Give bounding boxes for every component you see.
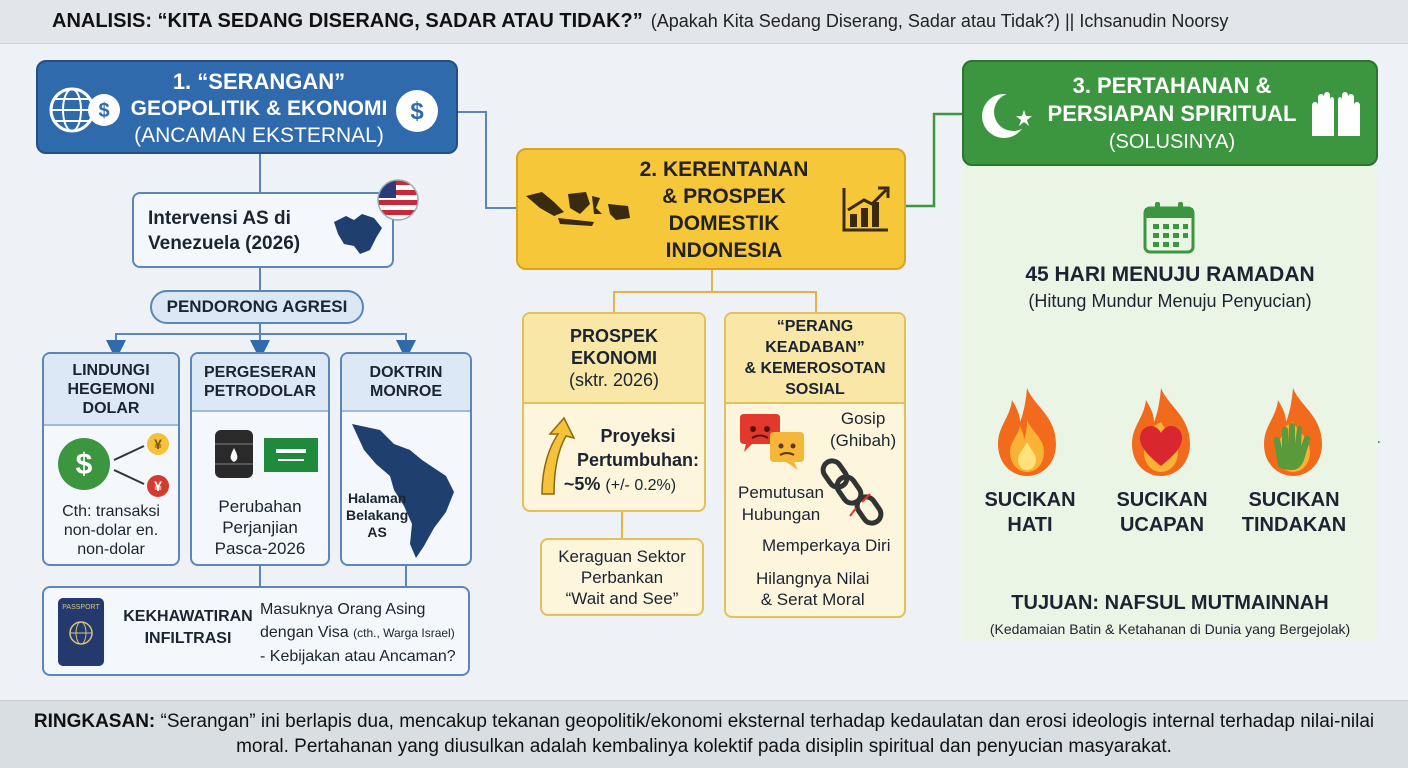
- section2-title-line2: & PROSPEK: [662, 185, 786, 208]
- banking-line3: “Wait and See”: [565, 588, 679, 608]
- drivers-label: PENDORONG AGRESI: [150, 290, 364, 324]
- social-decline-box: [724, 312, 906, 618]
- praying-hands-icon: [1308, 92, 1364, 143]
- countdown-subtitle: (Hitung Mundur Menuju Penyucian): [1028, 291, 1312, 311]
- prospect-line1: PROSPEK: [569, 326, 659, 346]
- driver-petrodollar: [190, 352, 330, 566]
- saudi-flag-icon: [264, 438, 318, 477]
- header-bar: [0, 0, 1408, 44]
- section1-title-line2: GEOPOLITIK & EKONOMI: [130, 96, 388, 120]
- yen-symbol: ¥: [154, 436, 162, 452]
- driver-monroe-doctrine: [340, 352, 472, 566]
- step2-line2: UCAPAN: [1119, 514, 1205, 536]
- driver2-desc2: Perjanjian: [222, 518, 298, 537]
- summary-bar: [0, 700, 1408, 768]
- driver3-desc1: Halaman: [347, 490, 407, 506]
- page-subtitle: (Apakah Kita Sedang Diserang, Sadar atau Tidak?) || Ichsanudin Noorsy: [650, 11, 1229, 31]
- social-enrich: Memperkaya Diri: [762, 536, 891, 555]
- driver3-line2: MONROE: [370, 383, 442, 400]
- infiltration-desc1: Masuknya Orang Asing: [260, 601, 426, 618]
- page-title: ANALISIS: “KITA SEDANG DISERANG, SADAR ATAU TIDAK?”: [52, 10, 643, 32]
- dollar-icon: [394, 88, 440, 139]
- section1-title-line1: 1. “SERANGAN”: [172, 68, 346, 94]
- social-cut1: Pemutusan: [738, 483, 824, 502]
- passport-text: PASSPORT: [62, 604, 100, 611]
- step3-fire-hand-icon: [1256, 386, 1330, 483]
- growth-chart-icon: [840, 184, 892, 239]
- step3-line1: SUCIKAN: [1248, 489, 1340, 511]
- driver1-line1: LINDUNGI: [72, 361, 150, 379]
- social-gossip2: (Ghibah): [830, 431, 897, 450]
- infiltration-label2: INFILTRASI: [144, 630, 232, 647]
- step3-line2: TINDAKAN: [1241, 514, 1347, 536]
- infiltration-desc2: dengan Visa: [260, 624, 349, 641]
- prospect-proj3: ~5%: [563, 474, 601, 494]
- passport-icon: [58, 598, 104, 666]
- us-flag-icon: [376, 178, 420, 227]
- summary-lead: RINGKASAN:: [33, 711, 156, 732]
- banking-doubt-box: [540, 538, 704, 616]
- infiltration-desc2-small: (cth., Warga Israel): [353, 626, 455, 640]
- economic-prospect-box: [522, 312, 706, 512]
- intervention-line2: Venezuela (2026): [148, 233, 301, 254]
- social-line1: “PERANG KEADABAN”: [765, 318, 865, 356]
- social-loss1: Hilangnya Nilai: [756, 569, 870, 588]
- section3-title-line3: (SOLUSINYA): [1108, 131, 1236, 153]
- prospect-proj3b: (+/- 0.2%): [605, 477, 677, 494]
- driver3-desc3: AS: [367, 524, 387, 540]
- driver3-desc2: Belakang: [346, 507, 409, 523]
- social-line3: SOSIAL: [785, 381, 845, 398]
- indonesia-map-icon: [524, 188, 632, 239]
- countdown-title: 45 HARI MENUJU RAMADAN: [1025, 263, 1315, 286]
- section1-header: [36, 60, 458, 154]
- driver2-line1: PERGESERAN: [203, 364, 317, 381]
- prospect-line3: (sktr. 2026): [568, 370, 660, 390]
- goal-subtitle: (Kedamaian Batin & Ketahanan di Dunia yang Bergejolak): [989, 621, 1351, 637]
- section3-title-line1: 3. PERTAHANAN &: [1072, 73, 1272, 98]
- infiltration-label1: KEKHAWATIRAN: [123, 608, 253, 625]
- section2-title-line1: 2. KERENTANAN: [639, 158, 809, 181]
- oil-barrel-icon: [212, 426, 256, 487]
- section2-header: [516, 148, 906, 270]
- section3-header: [962, 60, 1378, 166]
- svg-text:$: $: [98, 100, 110, 122]
- dollar-flow-icon: [52, 432, 174, 503]
- globe-dollar-icon: [48, 86, 124, 139]
- driver3-line1: DOKTRIN: [369, 364, 443, 381]
- driver1-desc1: Cth: transaksi: [62, 503, 160, 520]
- calendar-icon: [1142, 200, 1196, 259]
- banking-line2: Perbankan: [580, 567, 664, 587]
- prospect-line2: EKONOMI: [570, 348, 657, 368]
- section2-title-line4: INDONESIA: [665, 239, 783, 262]
- social-gossip1: Gosip: [840, 409, 886, 428]
- step1-fire-icon: [990, 386, 1064, 483]
- step2-line1: SUCIKAN: [1116, 489, 1208, 511]
- svg-text:¥: ¥: [154, 478, 162, 494]
- intervention-box: [132, 192, 394, 268]
- driver1-desc2: non-dolar en.: [63, 522, 159, 539]
- section3-title-line2: PERSIAPAN SPIRITUAL: [1047, 101, 1297, 126]
- infiltration-desc3: - Kebijakan atau Ancaman?: [260, 648, 456, 665]
- driver2-line2: PETRODOLAR: [204, 383, 316, 400]
- summary-text: “Serangan” ini berlapis dua, mencakup tekanan geopolitik/ekonomi eksternal terhadap kedaulatan dan erosi ideologis internal terhadap nilai-nilai moral. Pertahanan yang diusulkan adalah kembalinya kolektif pada disiplin spiritual dan penyucian masyarakat.: [160, 711, 1375, 757]
- driver-dollar-hegemony: [42, 352, 180, 566]
- step2-fire-heart-icon: [1124, 386, 1198, 483]
- broken-chain-icon: [820, 456, 892, 535]
- driver1-line3: DOLAR: [82, 399, 140, 417]
- prospect-proj2: Pertumbuhan:: [576, 450, 699, 470]
- infiltration-box: [42, 586, 470, 676]
- step1-line2: HATI: [1007, 514, 1053, 536]
- social-cut2: Hubungan: [741, 505, 821, 524]
- goal-title: TUJUAN: NAFSUL MUTMAINNAH: [1011, 592, 1329, 614]
- social-loss2: & Serat Moral: [760, 590, 865, 609]
- svg-text:$: $: [410, 98, 424, 125]
- driver1-desc3: non-dolar: [77, 541, 145, 558]
- driver1-line2: HEGEMONI: [67, 380, 155, 398]
- driver2-desc1: Perubahan: [218, 497, 302, 516]
- section2-title-line3: DOMESTIK: [668, 212, 780, 235]
- social-line2: & KEMEROSOTAN: [744, 360, 886, 377]
- banking-line1: Keraguan Sektor: [558, 546, 686, 566]
- crescent-star-icon: [980, 90, 1036, 147]
- prospect-proj1: Proyeksi: [600, 426, 676, 446]
- section1-title-line3: (ANCAMAN EKSTERNAL): [134, 123, 384, 147]
- step1-line1: SUCIKAN: [984, 489, 1076, 511]
- dollar-symbol: $: [75, 448, 93, 481]
- driver2-desc3: Pasca-2026: [214, 539, 306, 558]
- angry-chat-icon: [736, 412, 808, 481]
- intervention-line1: Intervensi AS di: [148, 208, 291, 229]
